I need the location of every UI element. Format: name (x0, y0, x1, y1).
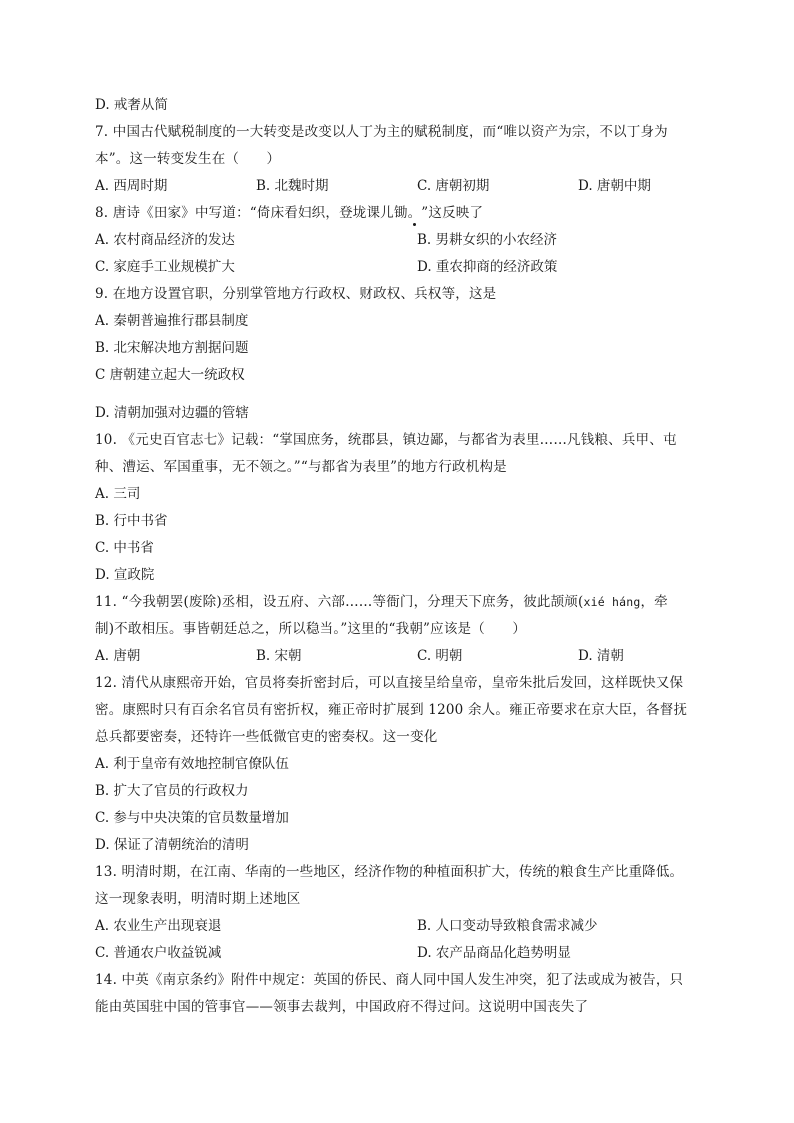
question-11 (95, 589, 700, 670)
q7-option-b[interactable]: B. 北魏时期 (256, 178, 329, 194)
q9-option-a[interactable]: A. 秦朝普遍推行郡县制度 (95, 313, 249, 329)
q13-option-c[interactable]: C. 普通农户收益锐减 (95, 945, 222, 961)
q12-option-b[interactable]: B. 扩大了官员的行政权力 (95, 783, 249, 799)
question-10 (95, 427, 700, 589)
q7-options (95, 173, 700, 200)
q8-option-b[interactable]: B. 男耕女织的小农经济 (417, 232, 558, 248)
q13-options-row2 (95, 940, 700, 967)
q11-stem-pinyin: xié háng (583, 595, 641, 609)
q9-option-d[interactable]: D. 清朝加强对边疆的管辖 (95, 405, 249, 421)
q11-stem-pre: 11. “今我朝罢(废除)丞相，设五府、六部……等衙门，分理天下庶务，彼此颉颃( (95, 594, 584, 610)
exam-page (95, 92, 700, 1021)
question-8 (95, 200, 700, 281)
q11-stem-line2: 制)不敢相压。事皆朝廷总之，所以稳当。”这里的“我朝”应该是（ ） (95, 621, 527, 637)
q9-option-c[interactable]: C 唐朝建立起大一统政权 (95, 367, 245, 383)
q12-option-d[interactable]: D. 保证了清朝统治的清明 (95, 837, 249, 853)
q11-options (95, 643, 700, 670)
question-13 (95, 859, 700, 967)
q8-options-row1 (95, 227, 700, 254)
q11-stem-post: ，牵 (640, 594, 668, 610)
question-7 (95, 119, 700, 200)
q7-option-d[interactable]: D. 唐朝中期 (578, 178, 651, 194)
q13-option-d[interactable]: D. 农产品商品化趋势明显 (417, 945, 571, 961)
q13-stem-line1: 13. 明清时期，在江南、华南的一些地区，经济作物的种植面积扩大，传统的粮食生产比重降低。 (95, 864, 684, 880)
q8-option-a[interactable]: A. 农村商品经济的发达 (95, 232, 235, 248)
q10-option-c[interactable]: C. 中书省 (95, 540, 154, 556)
q13-stem-line2: 这一现象表明，明清时期上述地区 (95, 891, 301, 907)
q10-stem-line2: 种、漕运、军国重事，无不领之。”“与都省为表里”的地方行政机构是 (95, 459, 507, 475)
q8-options-row2 (95, 254, 700, 281)
q8-stem-pre: 8. 唐诗《田家》中写道：“倚床看妇织，登垅课儿锄 (95, 205, 408, 221)
q10-option-d[interactable]: D. 宣政院 (95, 567, 155, 583)
q8-option-c[interactable]: C. 家庭手工业规模扩大 (95, 259, 235, 275)
q11-option-d[interactable]: D. 清朝 (578, 648, 624, 664)
q14-stem-line1: 14. 中英《南京条约》附件中规定：英国的侨民、商人同中国人发生冲突，犯了法或成为被告，只 (95, 972, 684, 988)
q12-stem-line3: 总兵都要密奏，还特许一些低微官吏的密奏权。这一变化 (95, 729, 438, 745)
q7-stem-line1: 7. 中国古代赋税制度的一大转变是改变以人丁为主的赋税制度，而“唯以资产为宗，不以丁身为 (95, 124, 668, 140)
question-12 (95, 670, 700, 859)
q13-option-b[interactable]: B. 人口变动导致粮食需求减少 (417, 918, 598, 934)
q10-option-a[interactable]: A. 三司 (95, 486, 141, 502)
q12-stem-line1: 12. 清代从康熙帝开始，官员将奏折密封后，可以直接呈给皇帝，皇帝朱批后发回，这样既快又保 (95, 675, 684, 691)
q10-option-b[interactable]: B. 行中书省 (95, 513, 168, 529)
q8-option-d[interactable]: D. 重农抑商的经济政策 (417, 259, 558, 275)
q8-stem-line1 (95, 200, 700, 227)
q11-option-c[interactable]: C. 明朝 (417, 648, 463, 664)
question-14 (95, 967, 700, 1021)
q8-stem-post: ”这反映了 (421, 205, 484, 221)
q7-option-a[interactable]: A. 西周时期 (95, 178, 168, 194)
q11-stem-line1 (95, 589, 700, 616)
q7-stem-line2: 本”。这一转变发生在（ ） (95, 151, 281, 167)
question-9 (95, 281, 700, 427)
q13-options-row1 (95, 913, 700, 940)
q12-option-c[interactable]: C. 参与中央决策的官员数量增加 (95, 810, 289, 826)
q9-stem-line1: 9. 在地方设置官职，分别掌管地方行政权、财政权、兵权等，这是 (95, 286, 497, 302)
q12-stem-line2: 密。康熙时只有百余名官员有密折权，雍正帝时扩展到 1200 余人。雍正帝要求在京大臣，各督抚 (95, 702, 688, 718)
q13-option-a[interactable]: A. 农业生产出现衰退 (95, 918, 222, 934)
q9-option-b[interactable]: B. 北宋解决地方割据问题 (95, 340, 249, 356)
q12-option-a[interactable]: A. 利于皇帝有效地控制官僚队伍 (95, 756, 289, 772)
q6-option-d: D. 戒奢从简 (95, 97, 168, 113)
q10-stem-line1: 10. 《元史百官志七》记载：“掌国庶务，统郡县，镇边鄙，与都省为表里……凡钱粮、兵甲、屯 (95, 432, 677, 448)
q14-stem-line2: 能由英国驻中国的管事官——领事去裁判，中国政府不得过问。这说明中国丧失了 (95, 999, 589, 1015)
q8-stem-dot: 。 (408, 200, 422, 227)
q11-option-a[interactable]: A. 唐朝 (95, 648, 141, 664)
q11-option-b[interactable]: B. 宋朝 (256, 648, 302, 664)
q7-option-c[interactable]: C. 唐朝初期 (417, 178, 490, 194)
